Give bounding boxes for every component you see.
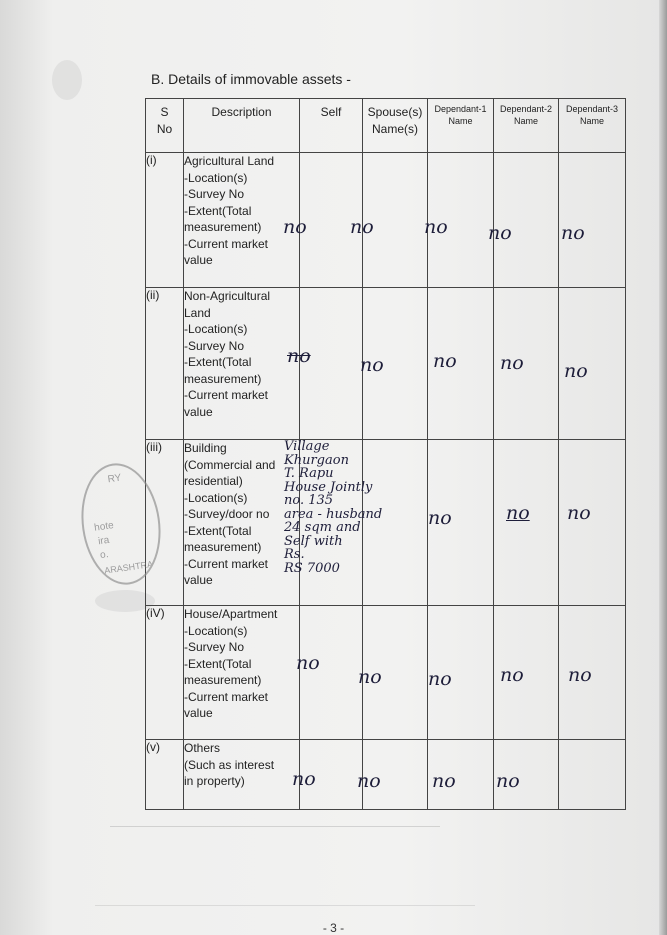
handwritten-self: no	[296, 652, 320, 674]
table-row	[146, 606, 626, 740]
handwritten-spouse: no	[360, 354, 384, 376]
row-description: Building (Commercial and residential) -Location(s) -Survey/door no -Extent(Total measurement) -Current market value	[184, 440, 300, 606]
page-number: - 3 -	[322, 921, 345, 935]
bleed-through-line	[95, 905, 475, 906]
handwritten-self-building-details: Village Khurgaon T. Rapu House Jointly no. 135 area - husband 24 sqm and Self with Rs. RS 7000	[284, 439, 383, 576]
handwritten-dependant-3: no	[561, 222, 585, 244]
table-header-row	[146, 99, 626, 153]
page-edge-shadow	[659, 0, 667, 935]
handwritten-self: no	[283, 216, 307, 238]
handwritten-self: no	[287, 345, 311, 367]
header-dependant-2: Dependant-2 Name	[494, 99, 559, 153]
handwritten-dependant-2: no	[506, 502, 530, 524]
handwritten-dependant-1: no	[432, 770, 456, 792]
handwritten-dependant-3: no	[568, 664, 592, 686]
paper-crease-mark	[52, 60, 82, 100]
handwritten-dependant-2: no	[488, 222, 512, 244]
row-description: Others (Such as interest in property)	[184, 740, 300, 810]
header-description: Description	[184, 99, 300, 153]
table-row	[146, 440, 626, 606]
handwritten-dependant-1: no	[424, 216, 448, 238]
immovable-assets-table	[145, 98, 626, 810]
row-sno: (i)	[146, 153, 184, 288]
handwritten-dependant-3: no	[567, 502, 591, 524]
bleed-through-line	[110, 826, 440, 827]
handwritten-spouse: no	[358, 666, 382, 688]
handwritten-dependant-2: no	[496, 770, 520, 792]
handwritten-dependant-1: no	[428, 507, 452, 529]
handwritten-dependant-1: no	[428, 668, 452, 690]
cell-dependant-2	[494, 153, 559, 288]
office-stamp: RY hote ira o. ARASHTRA	[74, 458, 168, 590]
cell-dependant-3	[559, 153, 626, 288]
handwritten-dependant-2: no	[500, 352, 524, 374]
header-self: Self	[300, 99, 363, 153]
header-spouse: Spouse(s) Name(s)	[363, 99, 428, 153]
handwritten-spouse: no	[357, 770, 381, 792]
section-heading: B. Details of immovable assets -	[151, 71, 351, 87]
row-sno: (v)	[146, 740, 184, 810]
header-dependant-3: Dependant-3 Name	[559, 99, 626, 153]
handwritten-self: no	[292, 768, 316, 790]
header-dependant-1: Dependant-1 Name	[428, 99, 494, 153]
handwritten-dependant-3: no	[564, 360, 588, 382]
table-row	[146, 153, 626, 288]
table-row	[146, 288, 626, 440]
header-sno: S No	[146, 99, 184, 153]
row-description: Agricultural Land -Location(s) -Survey No -Extent(Total measurement) -Current market value	[184, 153, 300, 288]
row-description: Non-Agricultural Land -Location(s) -Survey No -Extent(Total measurement) -Current market value	[184, 288, 300, 440]
row-sno: (ii)	[146, 288, 184, 440]
row-sno: (iV)	[146, 606, 184, 740]
handwritten-dependant-1: no	[433, 350, 457, 372]
handwritten-dependant-2: no	[500, 664, 524, 686]
row-sno: (iii)	[146, 440, 184, 606]
handwritten-spouse: no	[350, 216, 374, 238]
table-row	[146, 740, 626, 810]
row-description: House/Apartment -Location(s) -Survey No -Extent(Total measurement) -Current market value	[184, 606, 300, 740]
cell-dependant-3	[559, 740, 626, 810]
